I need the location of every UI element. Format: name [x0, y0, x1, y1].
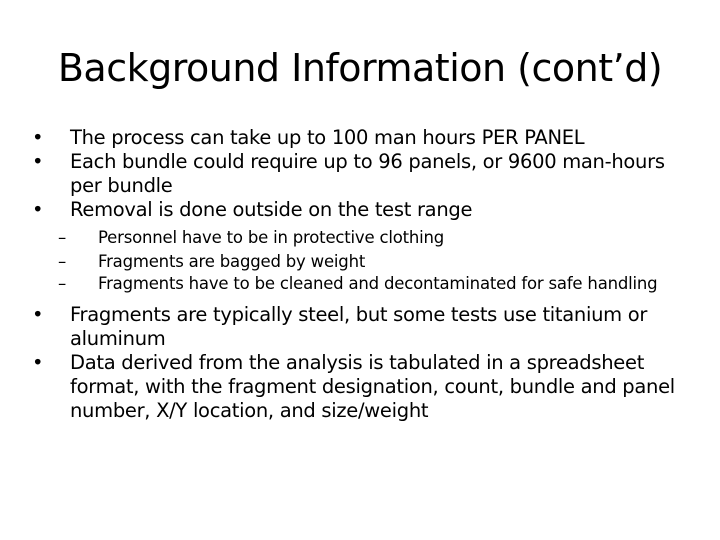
bullet-text: Fragments are typically steel, but some tests use titanium or aluminum	[70, 303, 648, 350]
sub-bullet-list	[30, 226, 700, 295]
sub-bullet-item	[30, 226, 700, 250]
bullet-marker: •	[32, 198, 44, 221]
bullet-list	[30, 126, 700, 423]
dash-marker: –	[58, 251, 67, 271]
slide-title: Background Information (cont’d)	[57, 46, 663, 90]
bullet-item	[30, 351, 700, 423]
bullet-marker: •	[32, 126, 44, 149]
bullet-item	[30, 150, 700, 198]
dash-marker: –	[58, 228, 67, 247]
sub-bullet-item	[30, 250, 700, 274]
dash-marker: –	[58, 274, 67, 293]
bullet-marker: •	[32, 303, 44, 326]
bullet-item	[30, 126, 700, 150]
bullet-text: Data derived from the analysis is tabulated in a spreadsheet format, with the fragment designation, count, bundle and panel number, X/Y location, and size/weight	[70, 351, 675, 422]
sub-bullet-item	[30, 273, 700, 295]
bullet-text: Removal is done outside on the test range	[70, 198, 473, 221]
bullet-text: The process can take up to 100 man hours PER PANEL	[70, 126, 585, 149]
bullet-marker: •	[32, 351, 44, 374]
sub-bullet-text: Fragments have to be cleaned and decontaminated for safe handling	[98, 274, 658, 293]
bullet-marker: •	[32, 150, 44, 173]
sub-bullet-container	[30, 226, 700, 295]
bullet-text: Each bundle could require up to 96 panels, or 9600 man-hours per bundle	[70, 150, 665, 197]
bullet-item	[30, 198, 700, 295]
bullet-item	[30, 303, 700, 351]
sub-bullet-text: Fragments are bagged by weight	[98, 251, 366, 271]
sub-bullet-text: Personnel have to be in protective clothing	[98, 228, 445, 247]
